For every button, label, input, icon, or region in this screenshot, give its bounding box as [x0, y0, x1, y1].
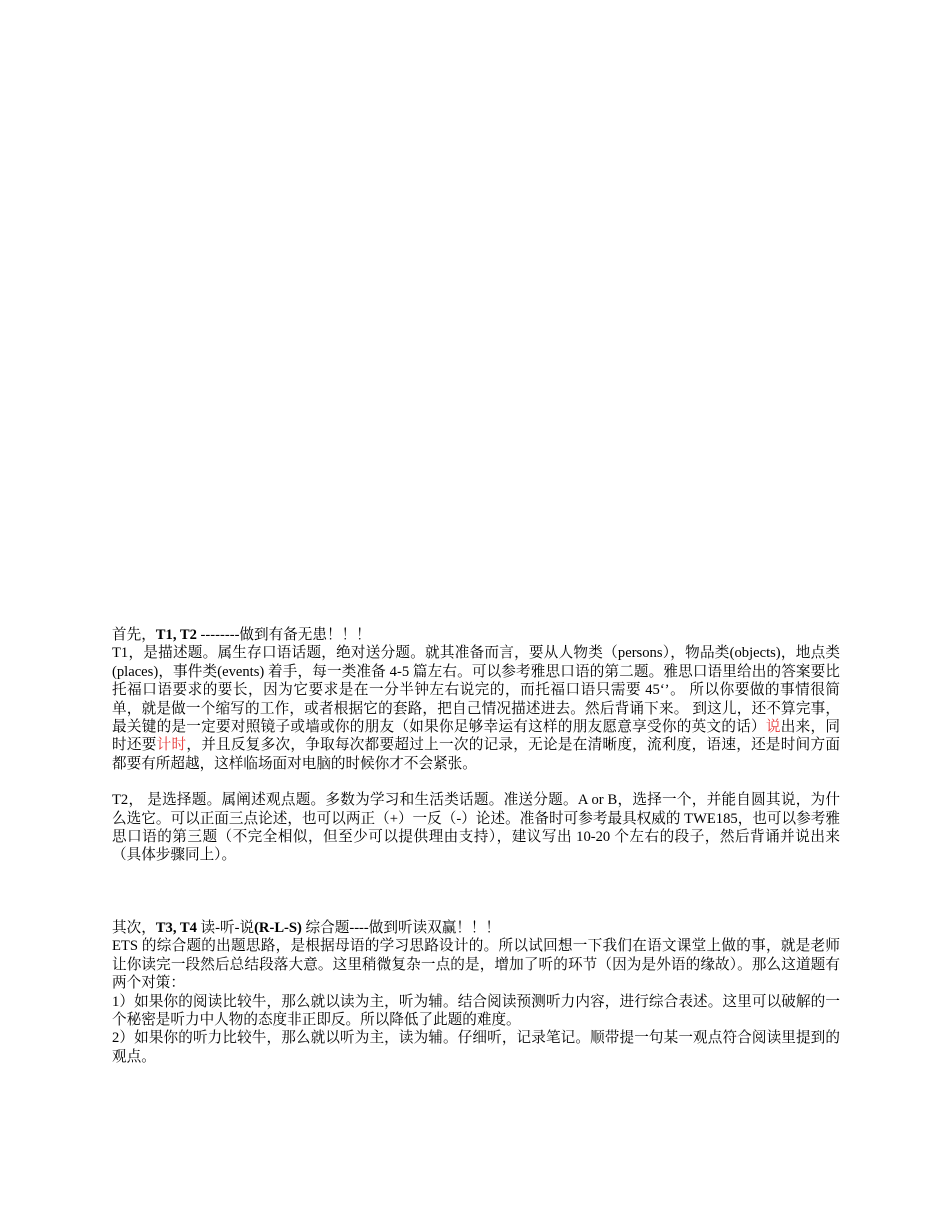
t1-highlight-timing: 计时	[156, 737, 187, 754]
t1-text-part1: T1，是描述题。属生存口语话题，绝对送分题。就其准备而言，要从人物类（persons），物品类(objects)，地点类(places)，事件类(events) 着手，每一类准备 4-5 篇左右。可以参考雅思口语的第二题。雅思口语里给出的答案要比托福口语要求的要长，因为它要求是在一分半钟左右说完的，而托福口语只需要 45‘’。 所以你要做的事情很简单，就是做一个缩写的工作，或者根据它的套路，把自己情况描述进去。然后背诵下来。 到这儿，还不算完事，最关键的是一定要对照镜子或墙或你的朋友（如果你足够幸运有这样的朋友愿意享受你的英文的话）	[112, 645, 840, 736]
blank-lines	[112, 865, 840, 919]
paragraph-t1	[112, 644, 840, 773]
list-item-1: 1）如果你的阅读比较牛，那么就以读为主，听为辅。结合阅读预测听力内容，进行综合表述。这里可以破解的一个秘密是听力中人物的态度非正即反。所以降低了此题的难度。	[112, 993, 840, 1028]
heading-prefix: 首先，	[112, 627, 156, 643]
t1-highlight-speak: 说	[765, 719, 781, 736]
section-heading-t1-t2	[112, 626, 840, 644]
heading-suffix: 综合题----做到听读双赢！！！	[301, 919, 501, 936]
heading-rls: (R-L-S)	[254, 919, 302, 936]
heading-suffix: --------做到有备无患！！！	[196, 627, 371, 643]
blank-line	[112, 773, 840, 791]
list-item-2: 2）如果你的听力比较牛，那么就以听为主，读为辅。仔细听，记录笔记。顺带提一句某一观点符合阅读里提到的观点。	[112, 1030, 840, 1065]
heading-task-ids: T3, T4	[155, 919, 197, 936]
paragraph-intro: ETS 的综合题的出题思路，是根据母语的学习思路设计的。所以试回想一下我们在语文课堂上做的事，就是老师让你读完一段然后总结段落大意。这里稍微复杂一点的是，增加了听的环节（因为是外语的缘故）。那么这道题有两个对策：	[112, 938, 840, 992]
heading-middle: 读-听-说	[196, 919, 255, 936]
paragraph-t2: T2， 是选择题。属阐述观点题。多数为学习和生活类话题。准送分题。A or B，选择一个，并能自圆其说，为什么选它。可以正面三点论述，也可以两正（+）一反（-）论述。准备时可参考最具权威的 TWE185，也可以参考雅思口语的第三题（不完全相似，但至少可以提供理由支持），建议写出 10-20 个左右的段子，然后背诵并说出来（具体步骤同上）。	[112, 792, 840, 864]
heading-prefix: 其次，	[112, 919, 156, 936]
section-heading-t3-t4	[112, 919, 840, 937]
document-body	[112, 626, 840, 1066]
heading-task-ids: T1, T2	[155, 627, 197, 643]
t1-text-part3: ，并且反复多次，争取每次都要超过上一次的记录，无论是在清晰度，流利度，语速，还是时间方面都要有所超越，这样临场面对电脑的时候你才不会紧张。	[112, 737, 840, 772]
t1-text-part2: 出来，同时还要	[112, 719, 840, 754]
